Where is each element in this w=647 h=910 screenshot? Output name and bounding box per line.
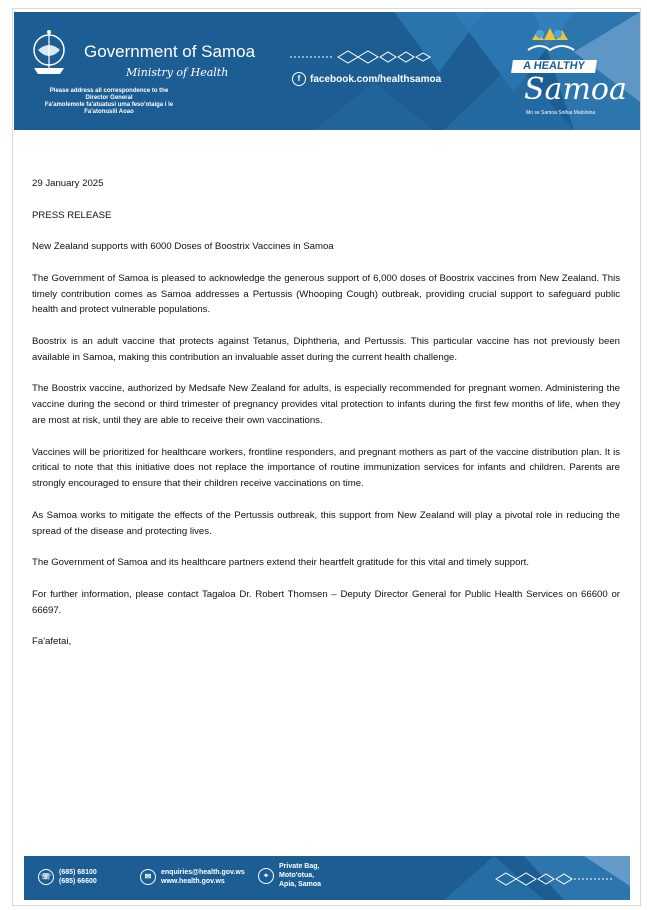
ministry-name: Ministry of Health xyxy=(126,66,229,79)
letterhead xyxy=(14,12,640,130)
letter-body xyxy=(32,176,620,666)
address-line: Fa'amolemole fa'atuatusi uma feso'otaiga i le xyxy=(44,102,174,108)
address-line: Please address all correspondence to the xyxy=(49,88,169,94)
phone-icon: ☏ xyxy=(38,869,54,885)
government-title: Government of Samoa xyxy=(84,42,256,61)
diamond-pattern-icon xyxy=(494,872,614,886)
paragraph: As Samoa works to mitigate the effects of the Pertussis outbreak, this support from New Zealand will play a pivotal role in reducing the spread of the disease and protecting lives. xyxy=(32,509,620,537)
footer-address xyxy=(258,862,321,889)
paragraph: The Government of Samoa and its healthcare partners extend their heartfelt gratitude for this vital and timely support. xyxy=(32,557,530,569)
diamond-pattern-icon xyxy=(290,50,440,64)
email-link[interactable]: enquiries@health.gov.ws xyxy=(161,869,245,876)
press-release-label: PRESS RELEASE xyxy=(32,209,112,221)
paragraph: Boostrix is an adult vaccine that protects against Tetanus, Diphtheria, and Pertussis. This particular vaccine has not previously been available in Samoa, making this contribution an invaluable asset during the current health challenge. xyxy=(32,335,620,363)
address-line: Apia, Samoa xyxy=(279,881,322,888)
phone-number: (685) 68100 xyxy=(59,869,97,876)
location-pin-icon: ⌖ xyxy=(258,868,274,884)
footer-contact xyxy=(140,868,245,886)
correspondence-note xyxy=(34,88,184,116)
paragraph: The Government of Samoa is pleased to acknowledge the generous support of 6,000 doses of Boostrix vaccines from New Zealand. This timely contribution comes as Samoa addresses a Pertussis (Whooping Cough) outbreak, providing crucial support to safeguard public health and protect vulnerable populations. xyxy=(32,272,620,316)
phone-number: (685) 66600 xyxy=(59,878,97,885)
website-link[interactable]: www.health.gov.ws xyxy=(161,878,225,885)
paragraph: For further information, please contact Tagaloa Dr. Robert Thomsen – Deputy Director General for Public Health Services on 66600 or 66697. xyxy=(32,588,620,616)
footer-phone xyxy=(38,868,97,886)
samoa-crest-icon xyxy=(28,28,70,78)
headline: New Zealand supports with 6000 Doses of Boostrix Vaccines in Samoa xyxy=(32,241,334,253)
address-line: Moto'otua, xyxy=(279,872,315,879)
facebook-link[interactable] xyxy=(292,72,441,86)
paragraph: The Boostrix vaccine, authorized by Medsafe New Zealand for adults, is especially recommended for pregnant women. Administering the vaccine during the second or third trimester of pregnancy provides vital protection to infants during the first few months of life, when they are most at risk, until they are able to receive their own vaccinations. xyxy=(32,383,620,426)
letter-date: 29 January 2025 xyxy=(32,178,104,189)
address-line: Private Bag, xyxy=(279,863,320,870)
facebook-url: facebook.com/healthsamoa xyxy=(310,73,442,85)
signoff: Fa'afetai, xyxy=(32,636,72,648)
logo-samoa-script: Samoa xyxy=(524,72,627,107)
address-line: Director General xyxy=(85,95,133,101)
letter-footer xyxy=(24,856,630,900)
facebook-icon: f xyxy=(292,72,306,86)
logo-tagline: Mo se Samoa Soifua Maloloina xyxy=(526,110,596,116)
logo-healthy-label: A HEALTHY xyxy=(511,60,597,73)
address-line: Fa'atonusili Aoao xyxy=(84,109,134,115)
email-icon: ✉ xyxy=(140,869,156,885)
paragraph: Vaccines will be prioritized for healthcare workers, frontline responders, and pregnant mothers as part of the vaccine distribution plan. It is critical to note that this initiative does not replace the importance of routine immunization services for infants and children. Parents are strongly encouraged to ensure that their children receive vaccinations on time. xyxy=(32,446,620,490)
